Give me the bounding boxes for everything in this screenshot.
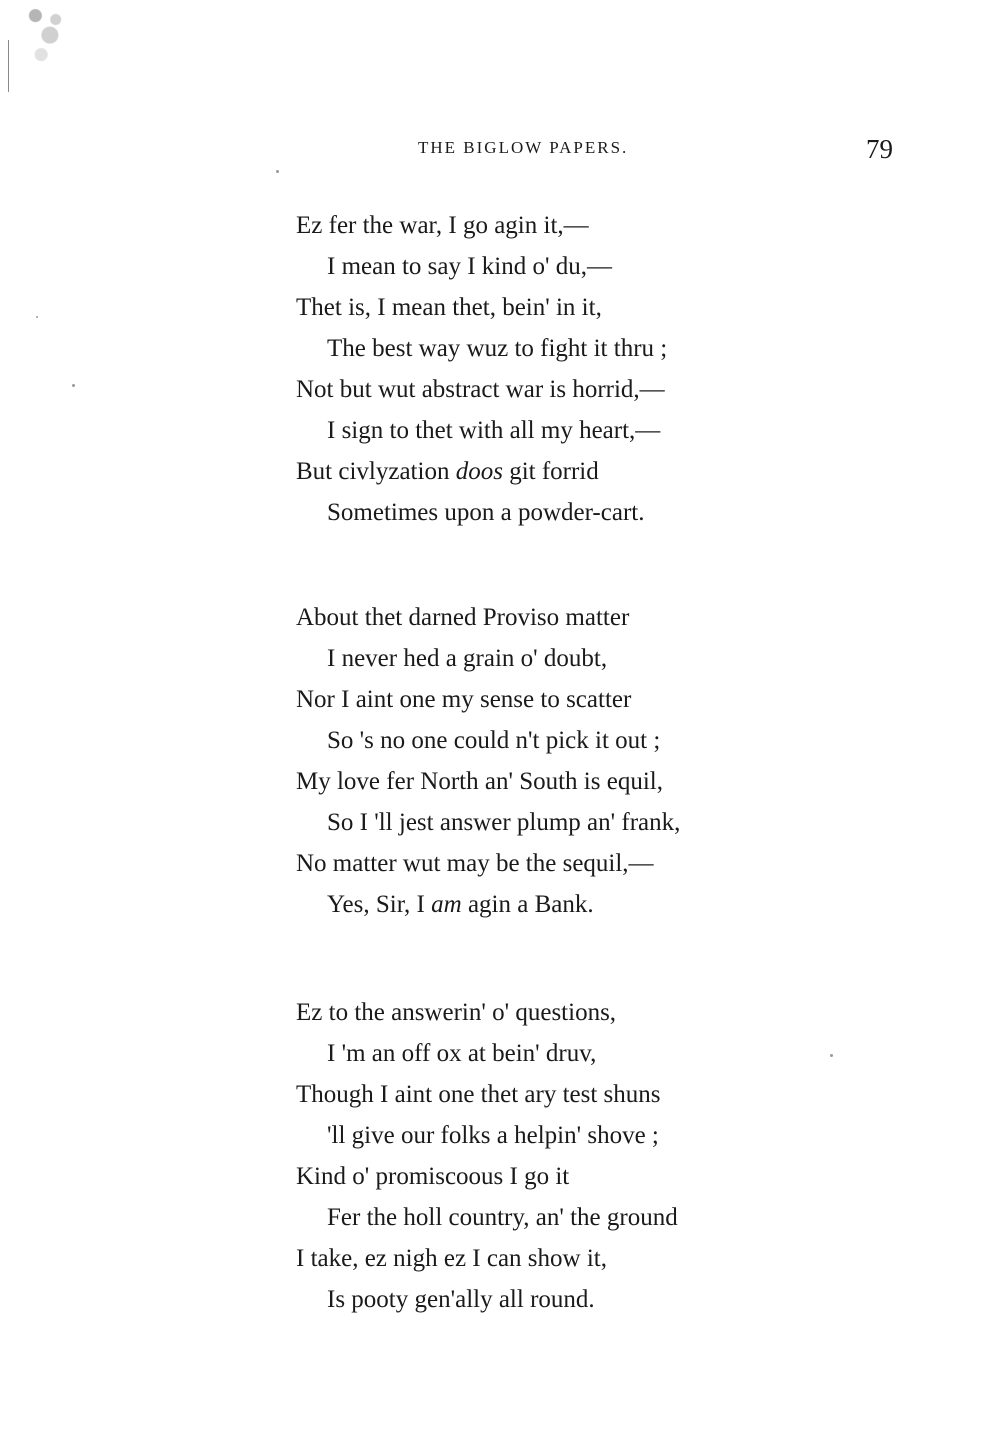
verse-line: So 's no one could n't pick it out ; xyxy=(327,727,661,754)
verse-line: 'll give our folks a helpin' shove ; xyxy=(327,1122,659,1149)
verse-line: Though I aint one thet ary test shuns xyxy=(296,1081,661,1108)
emphasized-word: am xyxy=(431,891,462,918)
verse-line: Thet is, I mean thet, bein' in it, xyxy=(296,294,602,321)
stanza-3 xyxy=(296,992,856,1320)
verse-text: Yes, Sir, I xyxy=(327,891,432,918)
speck xyxy=(72,384,75,387)
verse-line: Is pooty gen'ally all round. xyxy=(327,1286,595,1313)
verse-text: But civlyzation xyxy=(296,458,456,485)
page-number: 79 xyxy=(866,134,893,164)
ink-smudge xyxy=(18,0,76,78)
verse-line: I mean to say I kind o' du,— xyxy=(327,253,613,280)
verse-line: So I 'll jest answer plump an' frank, xyxy=(327,809,681,836)
stanza-1 xyxy=(296,205,856,533)
verse-line: I sign to thet with all my heart,— xyxy=(327,417,661,444)
page-header xyxy=(0,134,1000,166)
speck xyxy=(276,170,279,173)
verse-line: Kind o' promiscoous I go it xyxy=(296,1163,570,1190)
verse-line: My love fer North an' South is equil, xyxy=(296,768,663,795)
verse-line xyxy=(296,451,856,492)
verse-line: About thet darned Proviso matter xyxy=(296,604,630,631)
stanza-2 xyxy=(296,597,856,925)
verse-line: Fer the holl country, an' the ground xyxy=(327,1204,678,1231)
verse-line: I never hed a grain o' doubt, xyxy=(327,645,608,672)
verse-line: No matter wut may be the sequil,— xyxy=(296,850,654,877)
verse-line: I 'm an off ox at bein' druv, xyxy=(327,1040,597,1067)
verse-line: Not but wut abstract war is horrid,— xyxy=(296,376,665,403)
verse-line: The best way wuz to fight it thru ; xyxy=(327,335,668,362)
verse-line: I take, ez nigh ez I can show it, xyxy=(296,1245,607,1272)
emphasized-word: doos xyxy=(455,458,503,485)
running-head: THE BIGLOW PAPERS. xyxy=(418,138,629,157)
verse-line: Nor I aint one my sense to scatter xyxy=(296,686,632,713)
speck xyxy=(36,316,38,318)
verse-line: Sometimes upon a powder-cart. xyxy=(327,499,645,526)
verse-line: Ez fer the war, I go agin it,— xyxy=(296,212,589,239)
verse-text: git forrid xyxy=(502,458,599,485)
verse-line xyxy=(296,884,856,925)
margin-mark xyxy=(8,40,9,92)
verse-text: agin a Bank. xyxy=(461,891,594,918)
verse-line: Ez to the answerin' o' questions, xyxy=(296,999,617,1026)
